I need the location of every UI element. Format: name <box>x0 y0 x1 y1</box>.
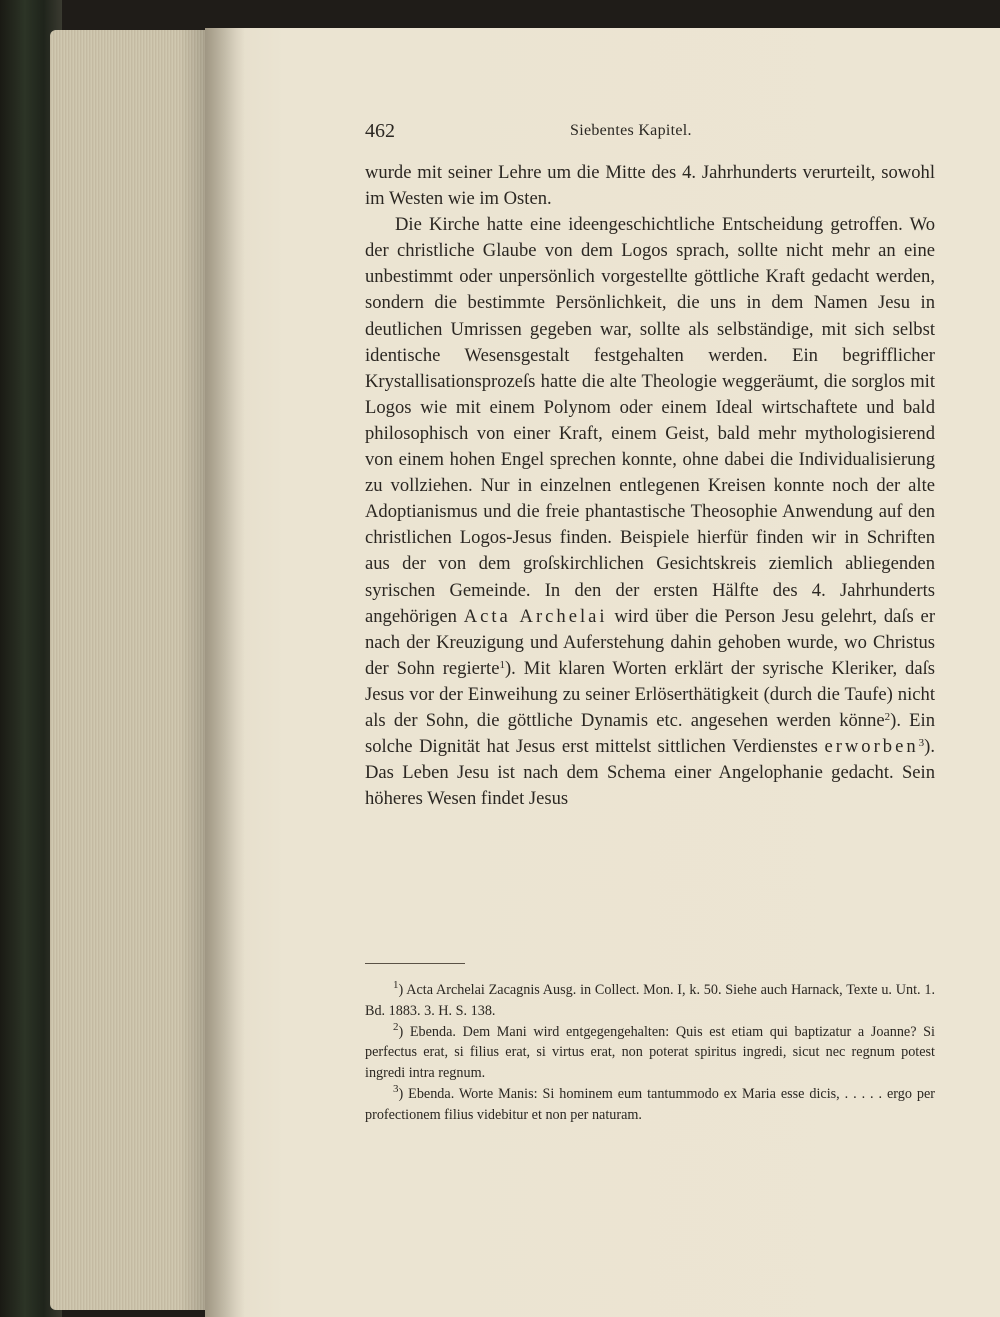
paragraph-2-part-a: Die Kirche hatte eine ideengeschichtliche Entscheidung getroffen. Wo der christliche Glaube von dem Logos sprach, sollte nicht mehr an eine unbestimmt oder unpersönlich vorgestellte göttliche Kraft gedacht werden, sondern die bestimmte Persönlichkeit, die uns in dem Namen Jesu in deutlichen Umrissen gegeben war, sollte als selbständige, mit sich selbst identische Wesensgestalt festgehalten werden. Ein begrifflicher Krystallisationsprozeſs hatte die alte Theologie weggeräumt, die sorglos mit Logos wie mit einem Polynom oder einem Ideal wirtschaftete und bald philosophisch von einer Kraft, einem Geist, bald mehr mythologisierend von einem hohen Engel sprechen konnte, ohne dabei die Individualisierung zu vollziehen. Nur in einzelnen entlegenen Kreisen konnte noch der alte Adoptianismus und die freie phantastische Theosophie Anwendung auf den christlichen Logos-Jesus finden. Beispiele hierfür finden wir in Schriften aus der von dem groſskirchlichen Gesichtskreis ziemlich abliegenden syrischen Gemeinde. In den der ersten Hälfte des 4. Jahrhunderts angehörigen <box>365 214 935 627</box>
footnotes <box>365 980 935 1126</box>
page-number: 462 <box>365 120 395 142</box>
gutter-shadow <box>205 28 245 1317</box>
emphasis-acta-archelai: Acta Archelai <box>463 605 608 627</box>
page-header <box>365 120 935 150</box>
paragraph-2 <box>365 212 935 812</box>
footnote-1 <box>365 980 935 1022</box>
footnote-1-text: ) Acta Archelai Zacagnis Ausg. in Collect. Mon. I, k. 50. Siehe auch Harnack, Texte u. Unt. 1. Bd. 1883. 3. H. S. 138. <box>365 982 935 1019</box>
footnote-ref-2: 2 <box>884 710 891 723</box>
footnote-3-text: ) Ebenda. Worte Manis: Si hominem eum tantummodo ex Maria esse dicis, . . . . . ergo per profectionem filius videbitur et non per naturam. <box>365 1085 935 1123</box>
paragraph-2-part-c: ). Mit klaren Worten erklärt der syrische Kleriker, daſs Jesus vor der Einweihung zu seiner Erlöserthätigkeit (durch die Taufe) nicht als der Sohn, die göttliche Dynamis etc. angesehen werden könne <box>365 657 935 731</box>
footnote-rule <box>365 963 465 964</box>
book-page <box>205 28 1000 1317</box>
paragraph-2-part-b: wird über die Person Jesu gelehrt, daſs er nach der Kreuzigung und Auferstehung dahin gehoben wurde, wo Christus der Sohn regierte <box>365 605 936 679</box>
footnote-3-mark: 3 <box>393 1082 399 1095</box>
footnote-ref-1: 1 <box>499 658 505 671</box>
paragraph-1: wurde mit seiner Lehre um die Mitte des 4. Jahrhunderts verurteilt, sowohl im Westen wie im Osten. <box>365 162 935 210</box>
running-title: Siebentes Kapitel. <box>570 122 692 139</box>
emphasis-erworben: erworben <box>824 736 919 758</box>
footnote-2-mark: 2 <box>393 1020 399 1033</box>
footnote-3 <box>365 1084 935 1126</box>
page-stack-edge <box>50 30 220 1310</box>
footnote-1-mark: 1 <box>393 979 399 991</box>
footnote-2 <box>365 1022 935 1084</box>
paragraph-2-part-e: ). Das Leben Jesu ist nach dem Schema einer Angelophanie gedacht. Sein höheres Wesen findet Jesus <box>365 736 935 810</box>
main-text <box>365 160 935 812</box>
paragraph-2-part-d: ). Ein solche Dignität hat Jesus erst mittelst sittlichen Verdienstes <box>365 709 935 758</box>
footnote-2-text: ) Ebenda. Dem Mani wird entgegengehalten: Quis est etiam qui baptizatur a Joanne? Si perfectus erat, si filius erat, si virtus erat, non poterat spiritus ingredi, sicut nec regnum potest ingredi intra regnum. <box>365 1023 935 1082</box>
footnote-ref-3: 3 <box>918 737 925 750</box>
